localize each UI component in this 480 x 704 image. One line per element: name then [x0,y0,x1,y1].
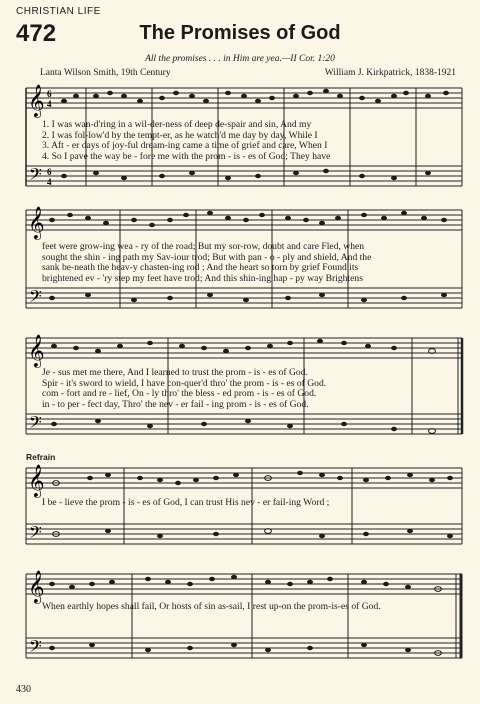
lyricist-credit: Lanta Wilson Smith, 19th Century [40,68,171,78]
svg-text:4: 4 [47,99,52,109]
time-signature-icon: 6 [47,89,52,99]
hymn-title: The Promises of God [139,22,341,44]
bass-clef-icon: 𝄢 [29,288,42,310]
svg-text:6: 6 [47,167,52,177]
section-label: CHRISTIAN LIFE [16,6,101,17]
lyric-line: in - to per - fect day, Thro' the nev - er fail - ing prom - is - es of God. [42,399,309,410]
treble-clef-icon: 𝄞 [28,336,45,367]
music-system-1 [0,80,480,216]
treble-clef-icon: 𝄞 [28,572,45,603]
music-staff-4 [0,462,480,566]
music-system-5 [0,566,480,682]
bass-staff [26,166,462,186]
lyric-line: Je - sus met me there, And I learned to trust the prom - is - es of God. [42,368,308,378]
lyric-line: Spir - it's sword to wield, I have con-quer'd thro' the prom - is - es of God. [42,378,327,389]
treble-clef-icon: 𝄞 [28,208,45,239]
scripture-reference: All the promises . . . in Him are yea.—II Cor. 1:20 [145,54,335,64]
lyric-line: brightened ev - 'ry step my feet have trod; And this shin-ing hap - py way Brightens [42,273,363,284]
bass-clef-icon: 𝄢 [29,524,42,546]
refrain-lyrics [42,498,460,509]
svg-text:4: 4 [47,177,52,187]
bass-clef-icon: 𝄢 [29,414,42,436]
verse-lyrics-1 [42,120,460,162]
lyric-line: sought the shin - ing path my Sav-iour trod; But with pan - o - ply and shield, And the [42,252,372,263]
lyric-line: When earthly hopes shall fail, Or hosts of sin as-sail, I rest up-on the prom-is-es of God. [42,602,381,612]
lyric-line: 4. So I pave the way be - fore me with the prom - is - es of God; They have [42,151,331,162]
music-system-2 [0,204,480,330]
closing-lyrics [42,602,460,613]
refrain-label: Refrain [26,452,56,462]
lyric-line: I be - lieve the prom - is - es of God, I can trust His nev - er fail-ing Word ; [42,498,330,508]
bass-clef-icon: 𝄢 [29,166,42,188]
music-staff-5 [0,566,480,682]
lyric-line: 2. I was fol-low'd by the tempt-er, as he watch'd me day by day, While I [42,130,318,141]
lyric-line: 3. Aft - er days of joy-ful dream-ing came a time of grief and care, When I [42,141,328,152]
composer-credit: William J. Kirkpatrick, 1838-1921 [324,68,456,78]
lyric-line: sank be-neath the heav-y chasten-ing rod ; And the heart so torn by grief Found its [42,263,359,274]
lyric-line: feet were grow-ing wea - ry of the road; But my sor-row, doubt and care Fled, when [42,242,365,252]
hymn-number: 472 [16,20,57,47]
page-number: 430 [16,684,31,695]
treble-clef-icon: 𝄞 [28,466,45,497]
lyric-line: com - fort and re - lief, On - ly thro' the bless - ed prom - is - es of God. [42,389,317,400]
verse-lyrics-2 [42,242,460,284]
music-system-4 [0,462,480,566]
lyric-line: 1. I was wan-d'ring in a wil-der-ness of deep de-spair and sin, And my [42,120,312,130]
bass-clef-icon: 𝄢 [29,638,42,660]
music-system-3 [0,330,480,454]
treble-clef-icon: 𝄞 [28,86,45,117]
verse-lyrics-3 [42,368,460,410]
